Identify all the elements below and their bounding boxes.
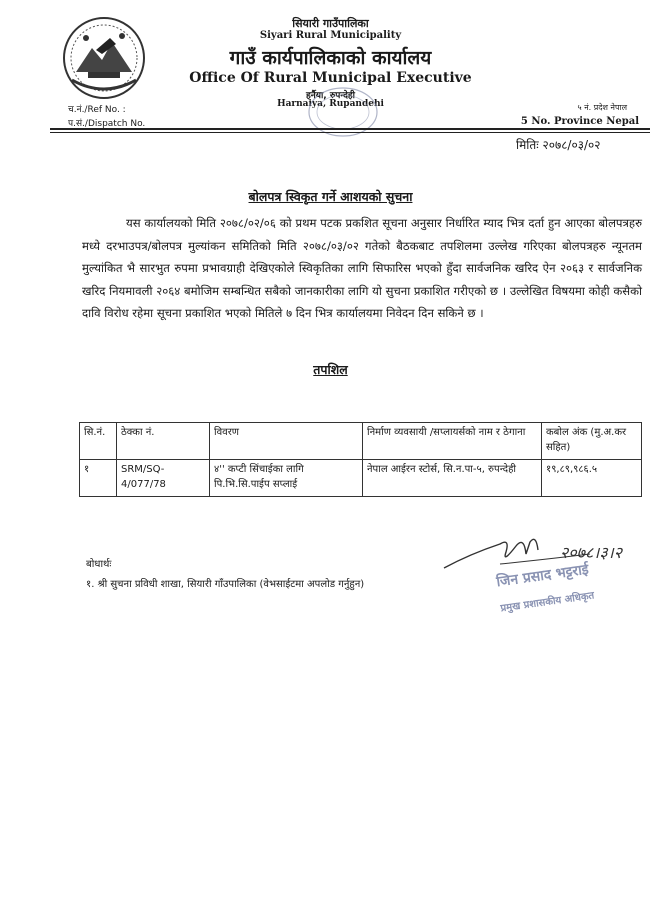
cell-contract-no: SRM/SQ-4/077/78 — [117, 460, 210, 497]
bid-table — [79, 422, 642, 497]
letter-date: मितिः २०७८/०३/०२ — [516, 138, 601, 152]
municipality-name-np: सियारी गाउँपालिका — [292, 17, 369, 30]
office-title-en: Office Of Rural Municipal Executive — [189, 70, 472, 86]
province-en: 5 No. Province Nepal — [520, 116, 639, 127]
cell-supplier: नेपाल आईरन स्टोर्स, सि.न.पा-५, रुपन्देही — [363, 460, 542, 497]
cc-item: १. श्री सुचना प्रविधी शाखा, सियारी गाँउपालिका (वेभसाईटमा अपलोड गर्नुहुन) — [86, 579, 365, 590]
col-header-supplier: निर्माण व्यवसायी /सप्लायर्सको नाम र ठेगाना — [363, 423, 542, 460]
office-title-np: गाउँ कार्यपालिकाको कार्यालय — [229, 47, 432, 69]
col-header-bid-amount: कबोल अंक (मु.अ.कर सहित) — [542, 423, 642, 460]
col-header-description: विवरण — [210, 423, 363, 460]
handwritten-date: २०७८।३।२ — [560, 543, 623, 562]
cell-sn: १ — [80, 460, 117, 497]
province-np: ५ नं. प्रदेश नेपाल — [577, 103, 627, 112]
table-row — [80, 460, 642, 497]
ref-no-label: च.नं./Ref No. : — [68, 105, 126, 115]
notice-subject: बोलपत्र स्विकृत गर्ने आशयको सुचना — [248, 189, 413, 204]
col-header-sn: सि.नं. — [80, 423, 117, 460]
table-header-row — [80, 423, 642, 460]
col-header-contract-no: ठेक्का नं. — [117, 423, 210, 460]
cell-bid-amount: १९,८९,९८६.५ — [542, 460, 642, 497]
officer-name-stamp: जिन प्रसाद भट्टराई — [495, 561, 590, 591]
cc-label: बोधार्थः — [86, 559, 112, 570]
table-title: तपशिल — [313, 362, 348, 377]
cell-description: ४'' कप्टी सिंचाईका लागि पि.भि.सि.पाईप सप्लाई — [210, 460, 363, 497]
notice-body: यस कार्यालयको मिति २०७८/०२/०६ को प्रथम पटक प्रकशित सूचना अनुसार निर्धारित म्याद भित्र दर्ता हुन आएका बोलपत्रहरु मध्ये दरभाउपत्र/बोलपत्र मुल्यांकन समितिको मिति २०७८/०३/०२ गतेको बैठकबाट तपशिलमा उल्लेख गरिएका बोलपत्रहरु न्यूनतम मुल्यांकित भै सारभुत रुपमा प्रभावग्राही देखिएकोले स्विकृतिका लागि सिफारिस भएको हुँदा सार्वजनिक खरिद ऐन २०६३ र सार्वजनिक खरिद नियमावली २०६४ बमोजिम सम्बन्धित सबैको जानकारीका लागि यो सुचना प्रकाशित गरीएको छ । उल्लेखित विषयमा कोही कसैको दावि विरोध रहेमा सूचना प्रकाशित भएको मितिले ७ दिन भित्र कार्यालयमा निवेदन दिन सकिने छ । — [82, 216, 642, 320]
header-rule-thick — [50, 128, 650, 130]
address-en: Harnaiya, Rupandehi — [277, 99, 384, 109]
municipality-name-en: Siyari Rural Municipality — [259, 30, 402, 41]
address-np: हर्नैया, रुपन्देही — [305, 91, 356, 101]
header-rule-thin — [50, 132, 650, 133]
dispatch-no-label: प.सं./Dispatch No. — [68, 119, 146, 129]
officer-title-stamp: प्रमुख प्रशासकीय अधिकृत — [499, 590, 595, 615]
